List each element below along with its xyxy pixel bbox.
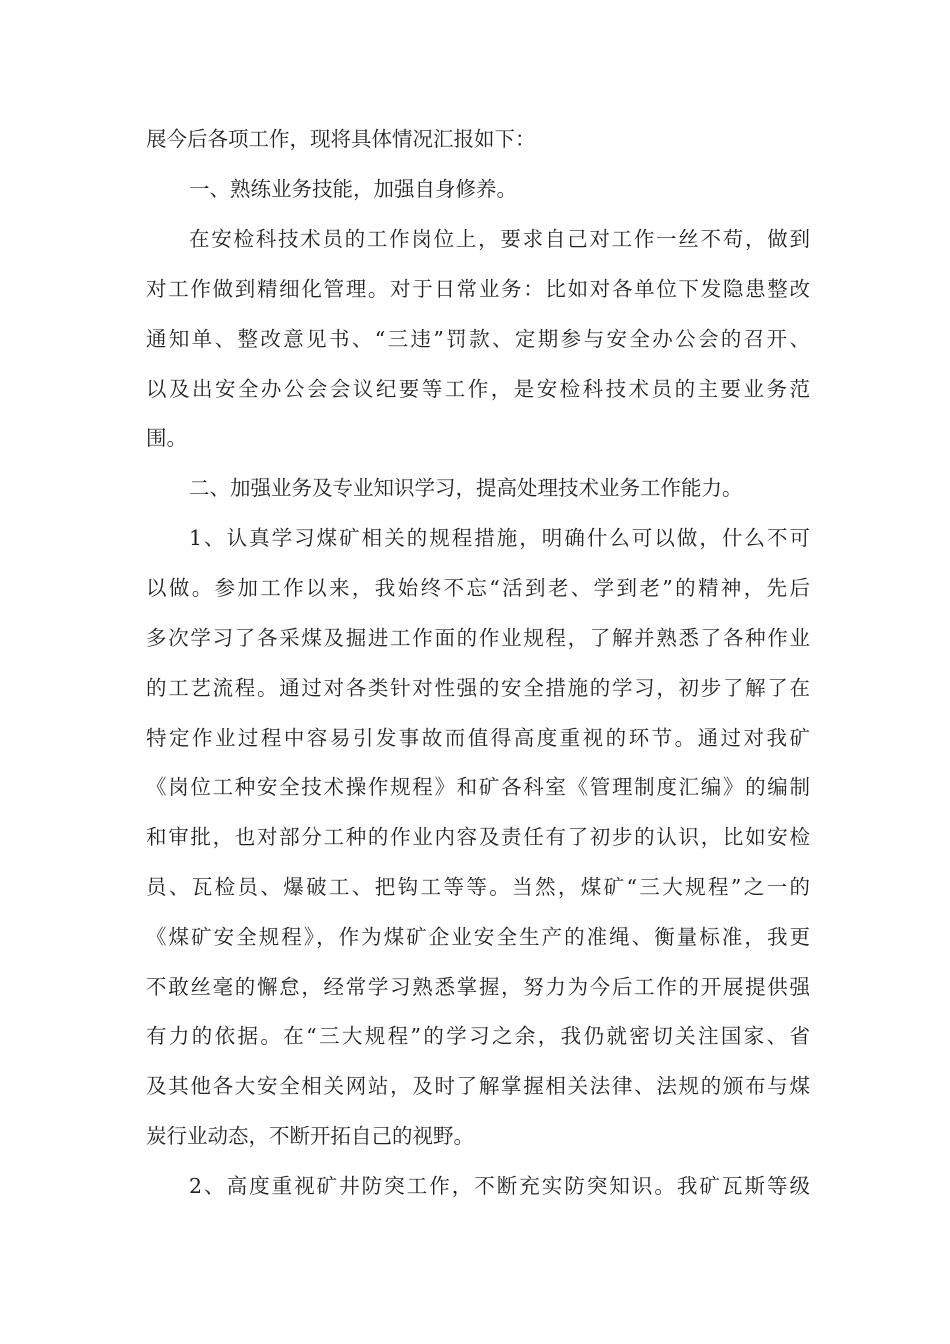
section-heading: 二、加强业务及专业知识学习，提高处理技术业务工作能力。 bbox=[189, 476, 743, 500]
paragraph-line: 对工作做到精细化管理。对于日常业务：比如对各单位下发隐患整改 bbox=[146, 277, 810, 301]
paragraph-line: 展今后各项工作，现将具体情况汇报如下： bbox=[146, 127, 536, 151]
paragraph-line: 炭行业动态，不断开拓自己的视野。 bbox=[146, 1124, 474, 1148]
paragraph-line: 通知单、整改意见书、“三违”罚款、定期参与安全办公会的召开、 bbox=[146, 327, 810, 351]
paragraph-line: 《岗位工种安全技术操作规程》和矿各科室《管理制度汇编》的编制 bbox=[146, 775, 810, 799]
paragraph-line: 的工艺流程。通过对各类针对性强的安全措施的学习，初步了解了在 bbox=[146, 676, 810, 700]
paragraph-line: 2、高度重视矿井防突工作，不断充实防突知识。我矿瓦斯等级 bbox=[189, 1174, 810, 1198]
paragraph-line: 有力的依据。在“三大规程”的学习之余，我仍就密切关注国家、省 bbox=[146, 1024, 810, 1048]
paragraph-line: 以及出安全办公会会议纪要等工作，是安检科技术员的主要业务范 bbox=[146, 377, 810, 401]
paragraph-line: 围。 bbox=[146, 426, 187, 450]
paragraph-line: 以做。参加工作以来，我始终不忘“活到老、学到老”的精神，先后 bbox=[146, 576, 810, 600]
paragraph-line: 特定作业过程中容易引发事故而值得高度重视的环节。通过对我矿 bbox=[146, 726, 810, 750]
paragraph-line: 不敢丝毫的懈怠，经常学习熟悉掌握，努力为今后工作的开展提供强 bbox=[146, 975, 810, 999]
paragraph-line: 员、瓦检员、爆破工、把钩工等等。当然，煤矿“三大规程”之一的 bbox=[146, 875, 810, 899]
paragraph-line: 《煤矿安全规程》，作为煤矿企业安全生产的准绳、衡量标准，我更 bbox=[146, 925, 810, 949]
paragraph-line: 在安检科技术员的工作岗位上，要求自己对工作一丝不苟，做到 bbox=[189, 227, 810, 251]
section-heading: 一、熟练业务技能，加强自身修养。 bbox=[189, 177, 517, 201]
paragraph-line: 及其他各大安全相关网站，及时了解掌握相关法律、法规的颁布与煤 bbox=[146, 1074, 810, 1098]
paragraph-line: 多次学习了各采煤及掘进工作面的作业规程，了解并熟悉了各种作业 bbox=[146, 626, 810, 650]
paragraph-line: 和审批，也对部分工种的作业内容及责任有了初步的认识，比如安检 bbox=[146, 825, 810, 849]
paragraph-line: 1、认真学习煤矿相关的规程措施，明确什么可以做，什么不可 bbox=[189, 526, 810, 550]
